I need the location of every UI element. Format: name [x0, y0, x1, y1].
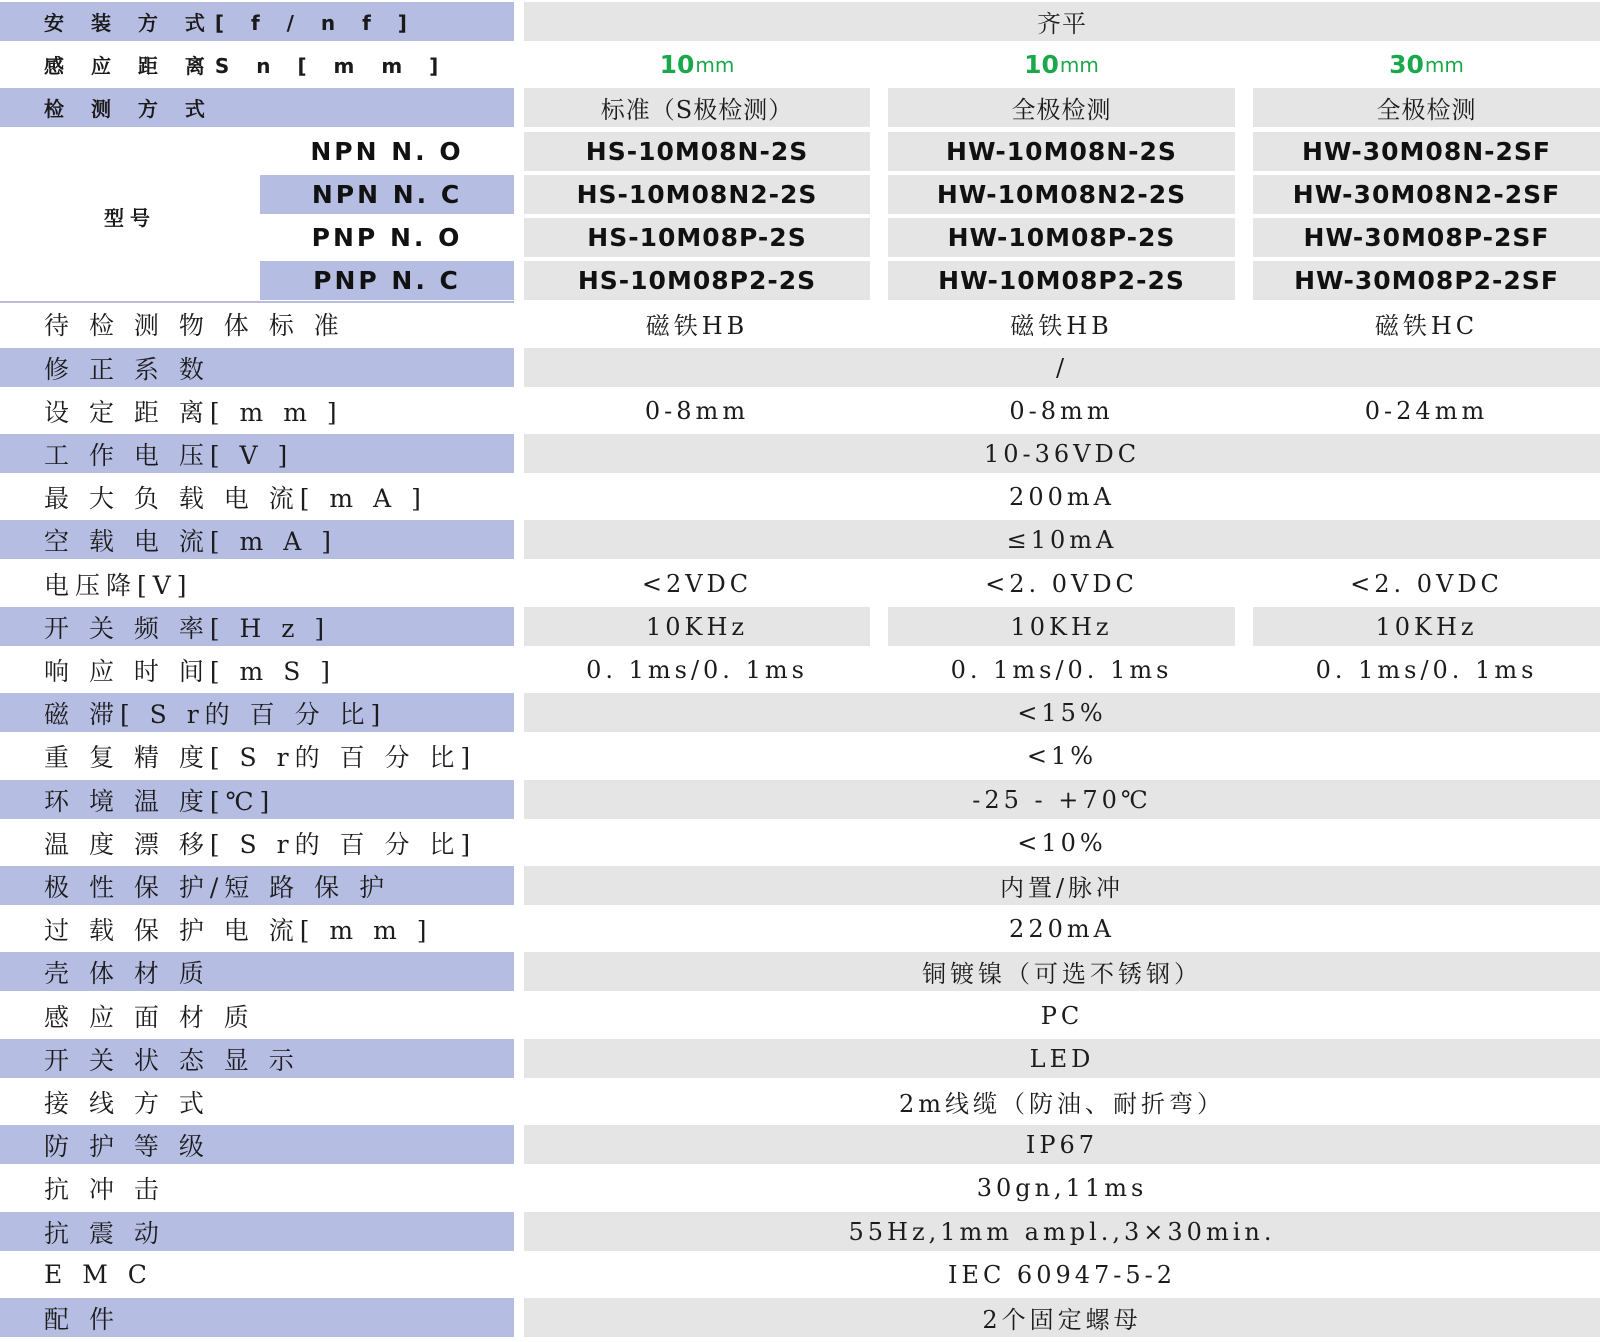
- spec-label: 开 关 频 率[ H z ]: [0, 607, 514, 646]
- output-type-label: NPN N. O: [310, 137, 464, 166]
- spec-label: 修 正 系 数: [0, 348, 514, 387]
- spec-value: 0-8mm: [644, 396, 750, 425]
- spec-label: 过 载 保 护 电 流[ m m ]: [44, 915, 433, 945]
- sensing-distance-unit: mm: [1059, 52, 1099, 77]
- model-number: HW-10M08P-2S: [888, 218, 1235, 257]
- detect-mode-value: 标准（S极检测）: [524, 88, 870, 127]
- spec-label: 感 应 面 材 质: [44, 1002, 255, 1032]
- spec-value: 磁铁HC: [1374, 312, 1479, 340]
- spec-value: LED: [524, 1039, 1600, 1078]
- detect-mode-value: 全极检测: [888, 88, 1235, 127]
- spec-value: IEC 60947-5-2: [947, 1260, 1177, 1289]
- spec-label: 重 复 精 度[ S r的 百 分 比]: [44, 742, 477, 772]
- spec-value: 200mA: [1009, 482, 1115, 511]
- spec-label: E M C: [44, 1260, 153, 1289]
- spec-value: <1%: [1026, 741, 1098, 770]
- spec-label: 环 境 温 度[℃]: [0, 780, 514, 819]
- spec-value: ≤10mA: [524, 520, 1600, 559]
- output-type-label: NPN N. C: [260, 175, 514, 214]
- spec-value: 30gn,11ms: [976, 1173, 1148, 1202]
- model-label: 型号: [104, 205, 156, 230]
- mount-label: 安 装 方 式[ f / n f ]: [0, 2, 514, 41]
- spec-label: 电压降[V]: [44, 570, 193, 600]
- spec-value: 10KHz: [1253, 607, 1600, 646]
- spec-label: 待 检 测 物 体 标 准: [44, 310, 345, 340]
- spec-label: 温 度 漂 移[ S r的 百 分 比]: [44, 829, 477, 859]
- model-number: HW-30M08P2-2SF: [1253, 261, 1600, 300]
- mount-value: 齐平: [524, 2, 1600, 41]
- detect-mode-value: 全极检测: [1253, 88, 1600, 127]
- spec-value: 10KHz: [524, 607, 870, 646]
- sensing-distance-unit: mm: [1424, 52, 1464, 77]
- spec-label: 抗 震 动: [0, 1212, 514, 1251]
- sensing-distance-number: 30: [1389, 50, 1424, 79]
- spec-value: <10%: [1017, 828, 1107, 857]
- spec-value: 0-24mm: [1364, 396, 1489, 425]
- spec-value: /: [524, 348, 1600, 387]
- spec-value: IP67: [524, 1125, 1600, 1164]
- sensing-distance-label: 感 应 距 离S n [ m m ]: [44, 54, 449, 78]
- spec-value: 磁铁HB: [645, 312, 749, 340]
- model-number: HW-10M08N-2S: [888, 132, 1235, 171]
- model-block-divider: [0, 301, 514, 303]
- spec-label: 最 大 负 载 电 流[ m A ]: [44, 483, 427, 513]
- spec-value: <2. 0VDC: [985, 569, 1138, 598]
- spec-value: 0-8mm: [1009, 396, 1114, 425]
- sensing-distance-number: 10: [1024, 50, 1059, 79]
- spec-label: 响 应 时 间[ m S ]: [44, 656, 337, 686]
- model-number: HS-10M08N2-2S: [524, 175, 870, 214]
- spec-value: <2VDC: [641, 569, 753, 598]
- spec-value: 220mA: [1009, 914, 1115, 943]
- spec-value: 10-36VDC: [524, 434, 1600, 473]
- model-number: HW-10M08P2-2S: [888, 261, 1235, 300]
- output-type-label: PNP N. O: [311, 223, 463, 252]
- spec-label: 设 定 距 离[ m m ]: [44, 397, 343, 427]
- spec-value: <15%: [524, 693, 1600, 732]
- spec-value: <2. 0VDC: [1350, 569, 1503, 598]
- sensing-distance-value: [1253, 45, 1600, 84]
- detect-mode-label: 检 测 方 式: [0, 88, 514, 127]
- spec-label: 配 件: [0, 1298, 514, 1337]
- output-type-label: PNP N. C: [260, 261, 514, 300]
- spec-value: 内置/脉冲: [524, 866, 1600, 905]
- spec-value: 0. 1ms/0. 1ms: [586, 655, 808, 684]
- model-number: HW-30M08P-2SF: [1253, 218, 1600, 257]
- sensing-distance-unit: mm: [695, 52, 735, 77]
- model-number: HS-10M08P2-2S: [524, 261, 870, 300]
- spec-value: 0. 1ms/0. 1ms: [950, 655, 1173, 684]
- spec-label: 空 载 电 流[ m A ]: [0, 520, 514, 559]
- spec-label: 防 护 等 级: [0, 1125, 514, 1164]
- spec-value: 0. 1ms/0. 1ms: [1315, 655, 1538, 684]
- spec-value: 2m线缆（防油、耐折弯）: [898, 1090, 1226, 1118]
- spec-label: 工 作 电 压[ V ]: [0, 434, 514, 473]
- spec-value: 磁铁HB: [1010, 312, 1113, 340]
- model-number: HS-10M08P-2S: [524, 218, 870, 257]
- spec-label: 开 关 状 态 显 示: [0, 1039, 514, 1078]
- model-number: HW-30M08N-2SF: [1253, 132, 1600, 171]
- spec-label: 极 性 保 护/短 路 保 护: [0, 866, 514, 905]
- spec-value: PC: [1040, 1001, 1084, 1030]
- sensing-distance-value: [524, 45, 870, 84]
- spec-value: 55Hz,1mm ampl.,3×30min.: [524, 1212, 1600, 1251]
- spec-label: 壳 体 材 质: [0, 952, 514, 991]
- model-number: HW-10M08N2-2S: [888, 175, 1235, 214]
- spec-label: 抗 冲 击: [44, 1174, 165, 1204]
- sensing-distance-number: 10: [659, 50, 695, 79]
- spec-value: 铜镀镍（可选不锈钢）: [524, 952, 1600, 991]
- spec-value: 2个固定螺母: [524, 1298, 1600, 1337]
- spec-value: -25 - +70℃: [524, 780, 1600, 819]
- model-number: HS-10M08N-2S: [524, 132, 870, 171]
- spec-label: 接 线 方 式: [44, 1088, 210, 1118]
- sensing-distance-value: [888, 45, 1235, 84]
- model-number: HW-30M08N2-2SF: [1253, 175, 1600, 214]
- spec-value: 10KHz: [888, 607, 1235, 646]
- spec-label: 磁 滞[ S r的 百 分 比]: [0, 693, 514, 732]
